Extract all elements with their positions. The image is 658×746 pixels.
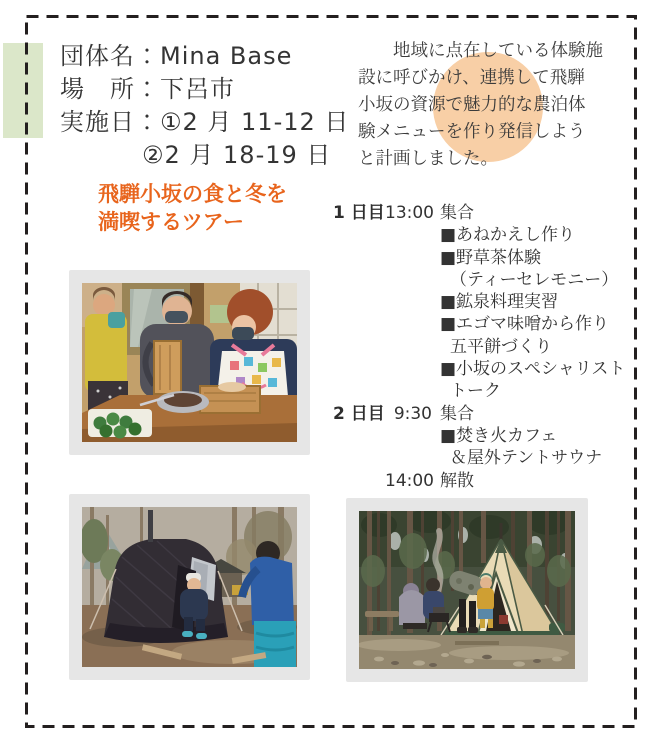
schedule-text: ■鉱泉料理実習 bbox=[440, 292, 559, 313]
schedule-text: ■あねかえし作り bbox=[440, 225, 576, 246]
schedule-item bbox=[333, 247, 633, 269]
photo-frame-sauna bbox=[69, 494, 310, 680]
day-label: 1 日目 bbox=[333, 203, 385, 223]
schedule-item bbox=[333, 358, 633, 380]
schedule-text: 集合 bbox=[440, 203, 474, 223]
org-name-line: 団体名：Mina Base bbox=[60, 42, 293, 70]
schedule-row-day2 bbox=[333, 403, 633, 425]
intro-line: 設に呼びかけ、連携して飛騨 bbox=[358, 68, 585, 88]
tour-title-line-2: 満喫するツアー bbox=[98, 210, 244, 234]
day-label: 2 日目 bbox=[333, 403, 385, 424]
schedule-row-end bbox=[333, 470, 633, 492]
date-line-1: 実施日：①2 月 11-12 日 bbox=[60, 108, 350, 136]
schedule-item bbox=[333, 291, 633, 313]
schedule-text: ■エゴマ味噌から作り bbox=[440, 314, 610, 335]
intro-line: と計画しました。 bbox=[358, 149, 498, 169]
schedule-text: 集合 bbox=[440, 403, 474, 424]
schedule-text: ■焚き火カフェ bbox=[440, 425, 558, 446]
tour-title-line-1: 飛騨小坂の食と冬を bbox=[98, 182, 287, 206]
schedule-text: ＆屋外テントサウナ bbox=[450, 448, 603, 469]
schedule-item bbox=[333, 425, 633, 447]
schedule-text: ■小坂のスペシャリスト bbox=[440, 359, 626, 380]
green-accent-bar bbox=[3, 43, 43, 138]
schedule-text: ■野草茶体験 bbox=[440, 247, 542, 268]
photo-frame-teepee bbox=[346, 498, 588, 682]
date-line-2: ②2 月 18-19 日 bbox=[142, 141, 332, 169]
photo-frame-cooking bbox=[69, 270, 310, 455]
schedule-block bbox=[333, 202, 633, 492]
intro-line: 地域に点在している体験施 bbox=[393, 41, 603, 61]
place-line: 場 所：下呂市 bbox=[60, 75, 235, 103]
schedule-text: トーク bbox=[450, 381, 501, 402]
sauna-photo bbox=[82, 507, 297, 667]
schedule-item-cont bbox=[333, 336, 633, 358]
intro-paragraph bbox=[358, 38, 630, 173]
schedule-text: （ティーセレモニー） bbox=[450, 269, 619, 290]
schedule-text: 解散 bbox=[440, 470, 474, 491]
intro-line: 験メニューを作り発信しよう bbox=[358, 122, 586, 142]
time-label: 13:00 bbox=[385, 203, 434, 223]
time-label: 9:30 bbox=[393, 403, 432, 424]
cooking-photo bbox=[82, 283, 297, 442]
schedule-item bbox=[333, 224, 633, 246]
schedule-item bbox=[333, 313, 633, 335]
teepee-photo bbox=[359, 511, 575, 669]
schedule-row-day1 bbox=[333, 202, 633, 224]
time-label: 14:00 bbox=[385, 470, 434, 491]
schedule-item-cont bbox=[333, 269, 633, 291]
schedule-text: 五平餅づくり bbox=[450, 336, 552, 357]
schedule-item-cont bbox=[333, 380, 633, 402]
intro-line: 小坂の資源で魅力的な農泊体 bbox=[358, 95, 586, 115]
event-info-block bbox=[60, 40, 349, 172]
schedule-item-cont bbox=[333, 447, 633, 469]
tour-title bbox=[98, 180, 287, 236]
